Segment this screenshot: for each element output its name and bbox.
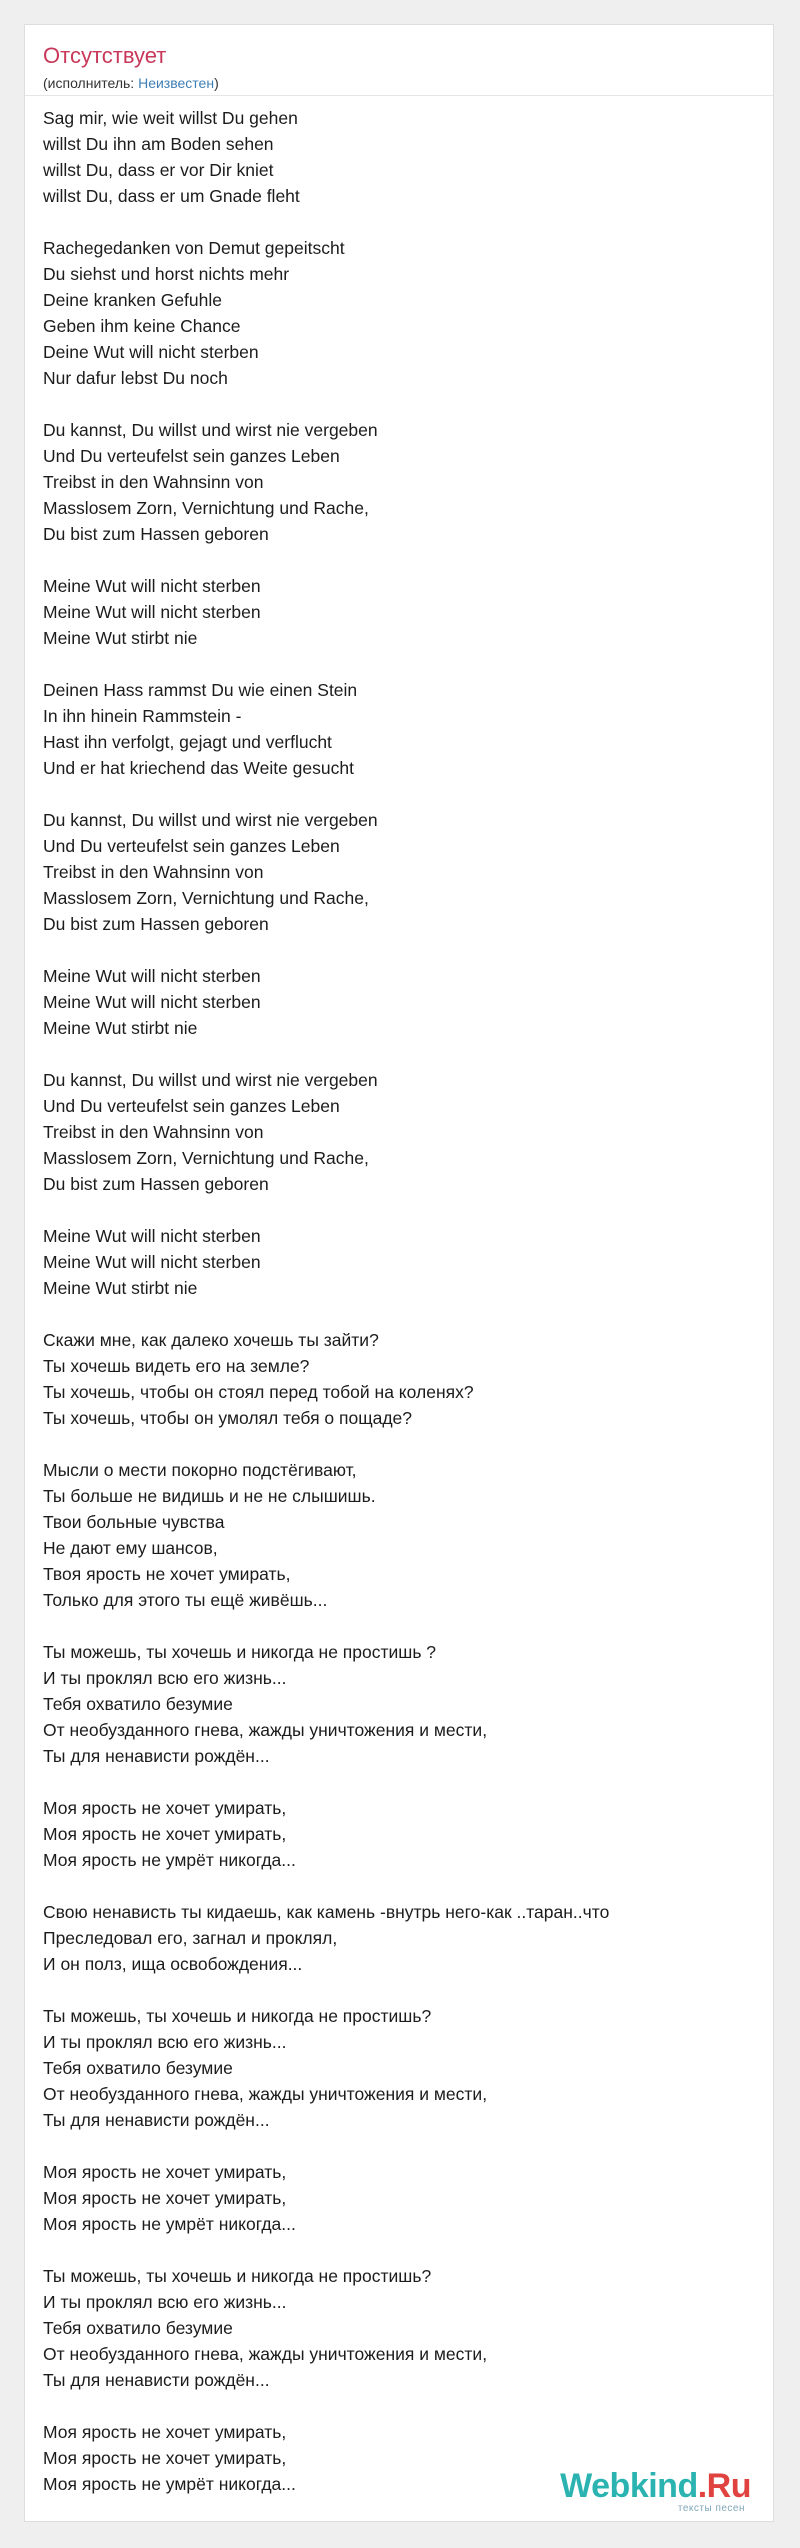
lyrics-stanza	[43, 807, 755, 937]
lyrics-line: Du kannst, Du willst und wirst nie vergeben	[43, 1070, 378, 1090]
lyrics-line: Du kannst, Du willst und wirst nie vergeben	[43, 420, 378, 440]
lyrics-line: Моя ярость не умрёт никогда...	[43, 2214, 296, 2234]
lyrics-line: Und er hat kriechend das Weite gesucht	[43, 758, 354, 778]
lyrics-line: Ты можешь, ты хочешь и никогда не простишь?	[43, 2006, 432, 2026]
lyrics-stanza	[43, 2263, 755, 2393]
logo-tagline: тексты песен	[677, 2503, 745, 2514]
lyrics-line: И ты проклял всю его жизнь...	[43, 1668, 287, 1688]
lyrics-line: Meine Wut will nicht sterben	[43, 576, 261, 596]
lyrics-line: Свою ненависть ты кидаешь, как камень -внутрь него-как ..таран..что	[43, 1902, 610, 1922]
lyrics-stanza	[43, 1639, 755, 1769]
logo-tld: .Ru	[697, 2467, 751, 2505]
lyrics-line: Ты для ненависти рождён...	[43, 1746, 270, 1766]
lyrics-line: Моя ярость не хочет умирать,	[43, 2162, 287, 2182]
lyrics-line: Ты для ненависти рождён...	[43, 2370, 270, 2390]
lyrics-line: От необузданного гнева, жажды уничтожения и мести,	[43, 2344, 488, 2364]
lyrics-stanza	[43, 2159, 755, 2237]
lyrics-line: Meine Wut will nicht sterben	[43, 602, 261, 622]
performer-suffix: )	[214, 75, 219, 91]
lyrics-line: Hast ihn verfolgt, gejagt und verflucht	[43, 732, 332, 752]
performer-line	[43, 75, 219, 91]
lyrics-stanza	[43, 1899, 755, 1977]
lyrics-line: Преследовал его, загнал и проклял,	[43, 1928, 338, 1948]
performer-prefix: (исполнитель:	[43, 75, 139, 91]
lyrics-line: Und Du verteufelst sein ganzes Leben	[43, 446, 340, 466]
lyrics-line: Ты для ненависти рождён...	[43, 2110, 270, 2130]
lyrics-line: Meine Wut will nicht sterben	[43, 1252, 261, 1272]
lyrics-stanza	[43, 1067, 755, 1197]
lyrics-line: Мысли о мести покорно подстёгивают,	[43, 1460, 357, 1480]
lyrics-line: Du siehst und horst nichts mehr	[43, 264, 290, 284]
lyrics-stanza	[43, 235, 755, 391]
lyrics-line: И он полз, ища освобождения...	[43, 1954, 303, 1974]
lyrics-line: Ты хочешь видеть его на земле?	[43, 1356, 310, 1376]
lyrics-line: In ihn hinein Rammstein -	[43, 706, 242, 726]
lyrics-stanza	[43, 573, 755, 651]
lyrics-stanza	[43, 1795, 755, 1873]
lyrics-line: Masslosem Zorn, Vernichtung und Rache,	[43, 498, 369, 518]
lyrics-line: Meine Wut will nicht sterben	[43, 992, 261, 1012]
lyrics-line: Treibst in den Wahnsinn von	[43, 862, 264, 882]
lyrics-line: willst Du, dass er vor Dir kniet	[43, 160, 274, 180]
lyrics-line: Meine Wut stirbt nie	[43, 1278, 198, 1298]
lyrics-line: Ты можешь, ты хочешь и никогда не простишь ?	[43, 1642, 437, 1662]
lyrics-line: Und Du verteufelst sein ganzes Leben	[43, 836, 340, 856]
song-title: Отсутствует	[43, 43, 167, 68]
lyrics-line: Geben ihm keine Chance	[43, 316, 241, 336]
lyrics-line: Моя ярость не хочет умирать,	[43, 1824, 287, 1844]
lyrics-line: Du bist zum Hassen geboren	[43, 524, 269, 544]
song-header	[25, 25, 773, 96]
webkind-logo[interactable]	[560, 2467, 751, 2514]
lyrics-stanza	[43, 677, 755, 781]
lyrics-line: Ты хочешь, чтобы он стоял перед тобой на коленях?	[43, 1382, 474, 1402]
lyrics-line: Du bist zum Hassen geboren	[43, 914, 269, 934]
lyrics-line: Deine kranken Gefuhle	[43, 290, 222, 310]
lyrics-stanza	[43, 1223, 755, 1301]
lyrics-line: Моя ярость не хочет умирать,	[43, 1798, 287, 1818]
lyrics-line: Тебя охватило безумие	[43, 2058, 233, 2078]
lyrics-line: Meine Wut stirbt nie	[43, 1018, 198, 1038]
lyrics-stanza	[43, 1457, 755, 1613]
lyrics-line: Твоя ярость не хочет умирать,	[43, 1564, 291, 1584]
lyrics-line: И ты проклял всю его жизнь...	[43, 2292, 287, 2312]
lyrics-line: willst Du ihn am Boden sehen	[43, 134, 274, 154]
lyrics-line: Не дают ему шансов,	[43, 1538, 218, 1558]
lyrics-line: Deinen Hass rammst Du wie einen Stein	[43, 680, 358, 700]
lyrics-line: Ты больше не видишь и не не слышишь.	[43, 1486, 376, 1506]
lyrics-stanza	[43, 417, 755, 547]
lyrics-line: Du kannst, Du willst und wirst nie vergeben	[43, 810, 378, 830]
lyrics-stanza	[43, 105, 755, 209]
lyrics-line: Тебя охватило безумие	[43, 1694, 233, 1714]
lyrics-line: Ты хочешь, чтобы он умолял тебя о пощаде?	[43, 1408, 413, 1428]
logo-name: Webkind	[560, 2467, 698, 2505]
lyrics-line: Только для этого ты ещё живёшь...	[43, 1590, 328, 1610]
lyrics-line: Моя ярость не умрёт никогда...	[43, 1850, 296, 1870]
lyrics-line: willst Du, dass er um Gnade fleht	[43, 186, 300, 206]
lyrics-line: От необузданного гнева, жажды уничтожения и мести,	[43, 1720, 488, 1740]
performer-link[interactable]: Неизвестен	[138, 75, 215, 91]
lyrics-line: Treibst in den Wahnsinn von	[43, 1122, 264, 1142]
lyrics-line: Тебя охватило безумие	[43, 2318, 233, 2338]
lyrics-line: Masslosem Zorn, Vernichtung und Rache,	[43, 1148, 369, 1168]
lyrics-line: Masslosem Zorn, Vernichtung und Rache,	[43, 888, 369, 908]
lyrics-card	[24, 24, 774, 2522]
lyrics-line: Und Du verteufelst sein ganzes Leben	[43, 1096, 340, 1116]
lyrics-stanza	[43, 2003, 755, 2133]
lyrics-line: И ты проклял всю его жизнь...	[43, 2032, 287, 2052]
lyrics-line: Du bist zum Hassen geboren	[43, 1174, 269, 1194]
lyrics-line: Deine Wut will nicht sterben	[43, 342, 259, 362]
lyrics-line: Ты можешь, ты хочешь и никогда не простишь?	[43, 2266, 432, 2286]
lyrics-stanza	[43, 963, 755, 1041]
lyrics-line: Скажи мне, как далеко хочешь ты зайти?	[43, 1330, 379, 1350]
lyrics-line: Моя ярость не хочет умирать,	[43, 2188, 287, 2208]
lyrics-line: Rachegedanken von Demut gepeitscht	[43, 238, 345, 258]
lyrics-line: Моя ярость не хочет умирать,	[43, 2422, 287, 2442]
lyrics-text	[43, 105, 755, 2523]
lyrics-line: Meine Wut stirbt nie	[43, 628, 198, 648]
lyrics-line: Моя ярость не умрёт никогда...	[43, 2474, 296, 2494]
lyrics-line: Sag mir, wie weit willst Du gehen	[43, 108, 298, 128]
lyrics-line: Nur dafur lebst Du noch	[43, 368, 228, 388]
lyrics-line: От необузданного гнева, жажды уничтожения и мести,	[43, 2084, 488, 2104]
lyrics-line: Моя ярость не хочет умирать,	[43, 2448, 287, 2468]
lyrics-line: Meine Wut will nicht sterben	[43, 1226, 261, 1246]
lyrics-stanza	[43, 1327, 755, 1431]
logo-wordmark	[560, 2467, 751, 2505]
lyrics-line: Твои больные чувства	[43, 1512, 225, 1532]
lyrics-line: Meine Wut will nicht sterben	[43, 966, 261, 986]
lyrics-line: Treibst in den Wahnsinn von	[43, 472, 264, 492]
